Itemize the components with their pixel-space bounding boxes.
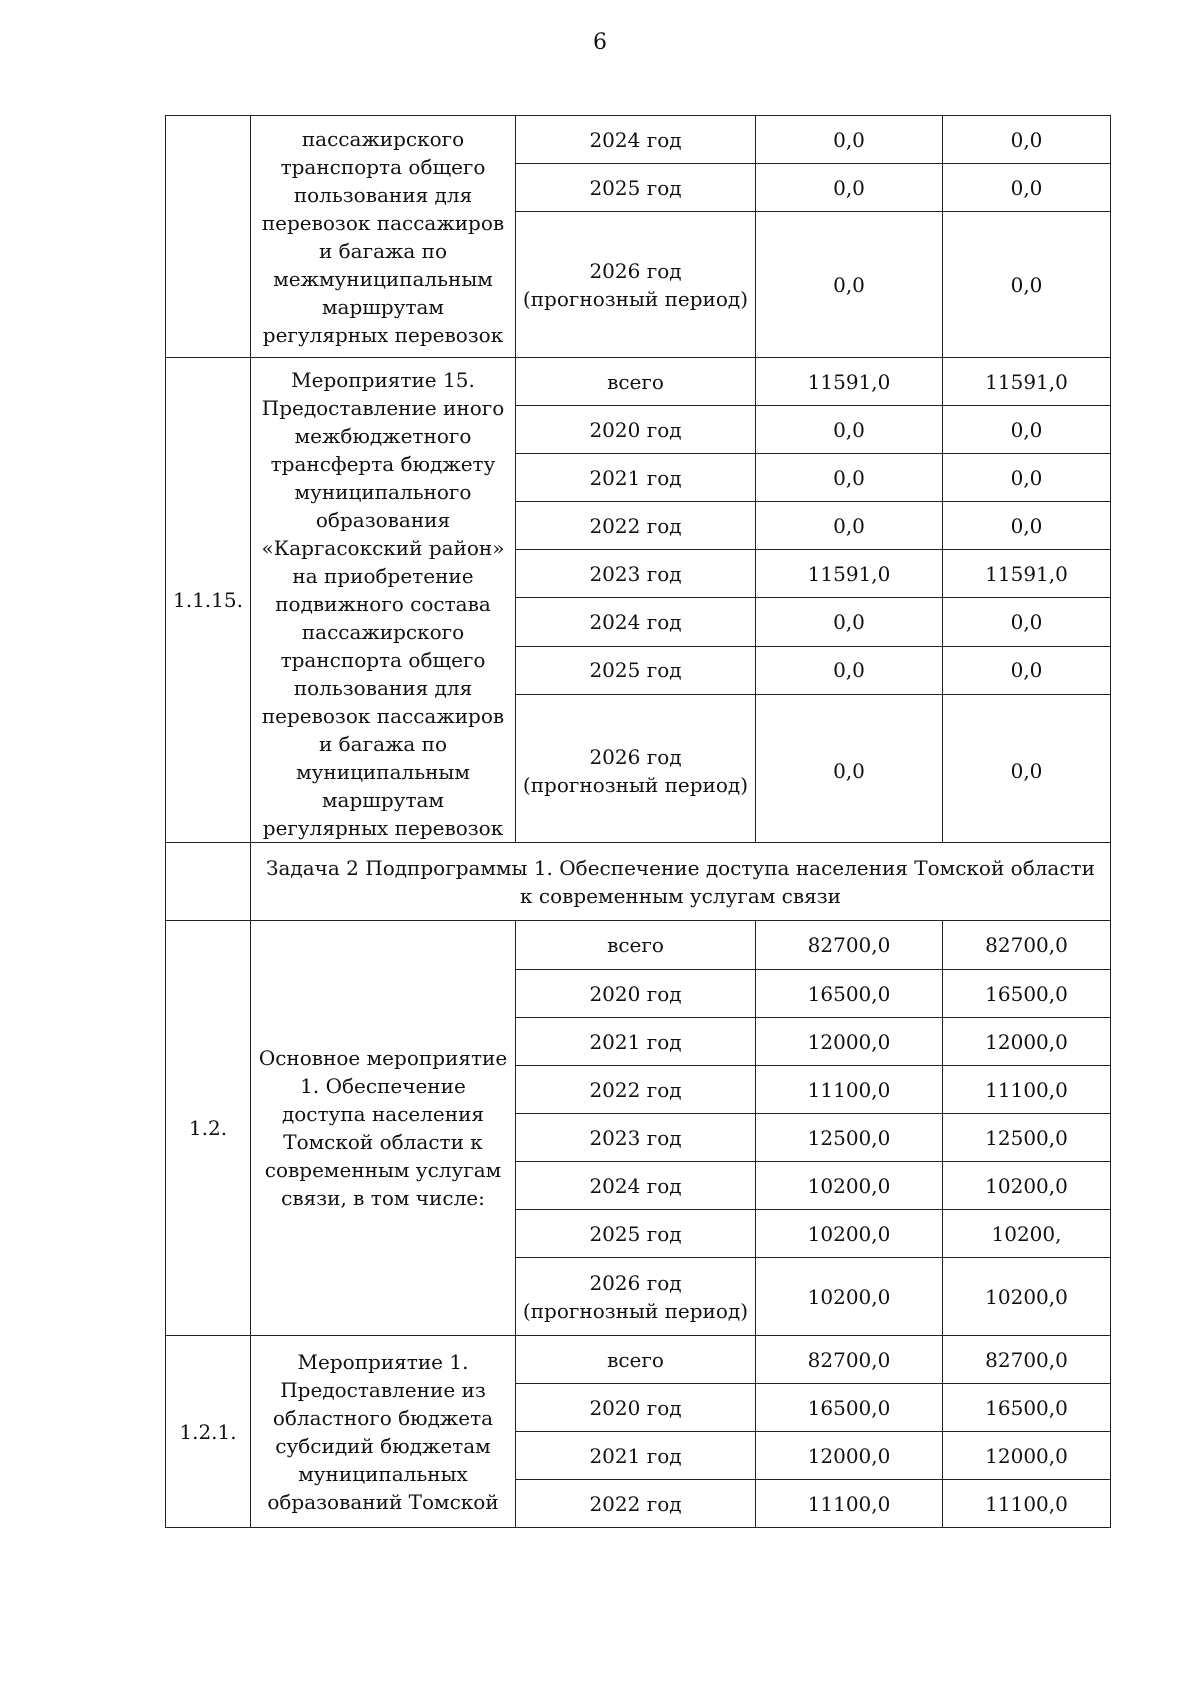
value-cell: 0,0	[943, 116, 1111, 164]
value-cell: 0,0	[943, 598, 1111, 646]
item-description: Мероприятие 1. Предоставление из областного бюджета субсидий бюджетам муниципальных образований Томской	[251, 1336, 516, 1528]
item-number	[166, 116, 251, 358]
period-cell: 2020 год	[516, 970, 756, 1018]
value-cell: 10200,0	[943, 1258, 1111, 1336]
budget-table	[165, 115, 1111, 1528]
value-cell: 0,0	[756, 502, 943, 550]
period-cell: 2025 год	[516, 646, 756, 694]
table-row	[166, 116, 1111, 164]
value-cell: 12000,0	[943, 1018, 1111, 1066]
value-cell: 11100,0	[943, 1480, 1111, 1528]
value-cell: 0,0	[756, 406, 943, 454]
value-cell: 0,0	[943, 454, 1111, 502]
value-cell: 82700,0	[943, 921, 1111, 970]
value-cell: 0,0	[756, 116, 943, 164]
value-cell: 12500,0	[756, 1114, 943, 1162]
item-description: Основное мероприятие 1. Обеспечение доступа населения Томской области к современным услугам связи, в том числе:	[251, 921, 516, 1336]
value-cell: 0,0	[756, 454, 943, 502]
value-cell: 16500,0	[756, 970, 943, 1018]
section-number	[166, 843, 251, 921]
period-cell: 2026 год (прогнозный период)	[516, 1258, 756, 1336]
value-cell: 10200,0	[943, 1162, 1111, 1210]
value-cell: 0,0	[756, 598, 943, 646]
value-cell: 10200,	[943, 1210, 1111, 1258]
period-cell: 2021 год	[516, 1432, 756, 1480]
period-cell: 2021 год	[516, 1018, 756, 1066]
section-row	[166, 843, 1111, 921]
period-cell: 2026 год (прогнозный период)	[516, 694, 756, 842]
page-number: 6	[593, 30, 607, 55]
period-cell: 2022 год	[516, 1480, 756, 1528]
period-cell: 2024 год	[516, 598, 756, 646]
value-cell: 12000,0	[943, 1432, 1111, 1480]
value-cell: 0,0	[943, 502, 1111, 550]
period-cell: всего	[516, 921, 756, 970]
value-cell: 0,0	[943, 406, 1111, 454]
value-cell: 16500,0	[943, 970, 1111, 1018]
period-cell: 2025 год	[516, 164, 756, 212]
period-cell: 2021 год	[516, 454, 756, 502]
value-cell: 0,0	[943, 646, 1111, 694]
value-cell: 12000,0	[756, 1432, 943, 1480]
period-cell: 2023 год	[516, 550, 756, 598]
item-number: 1.2.	[166, 921, 251, 1336]
value-cell: 11591,0	[756, 550, 943, 598]
value-cell: 0,0	[943, 212, 1111, 358]
item-number: 1.1.15.	[166, 358, 251, 843]
value-cell: 11100,0	[943, 1066, 1111, 1114]
value-cell: 11100,0	[756, 1066, 943, 1114]
period-cell: всего	[516, 358, 756, 406]
value-cell: 16500,0	[943, 1384, 1111, 1432]
period-cell: 2022 год	[516, 1066, 756, 1114]
value-cell: 0,0	[756, 212, 943, 358]
value-cell: 0,0	[756, 646, 943, 694]
period-cell: всего	[516, 1336, 756, 1384]
section-title: Задача 2 Подпрограммы 1. Обеспечение доступа населения Томской области к современным услугам связи	[251, 843, 1111, 921]
item-description: Мероприятие 15. Предоставление иного межбюджетного трансферта бюджету муниципального образования «Каргасокский район» на приобретение подвижного состава пассажирского транспорта общего пользования для перевозок пассажиров и багажа по муниципальным маршрутам регулярных перевозок	[251, 358, 516, 843]
table-row	[166, 358, 1111, 406]
table-row	[166, 921, 1111, 970]
value-cell: 82700,0	[756, 1336, 943, 1384]
value-cell: 10200,0	[756, 1210, 943, 1258]
value-cell: 10200,0	[756, 1162, 943, 1210]
period-cell: 2025 год	[516, 1210, 756, 1258]
item-number: 1.2.1.	[166, 1336, 251, 1528]
value-cell: 0,0	[943, 694, 1111, 842]
period-cell: 2024 год	[516, 116, 756, 164]
value-cell: 11591,0	[943, 550, 1111, 598]
period-cell: 2026 год (прогнозный период)	[516, 212, 756, 358]
item-description: пассажирского транспорта общего пользования для перевозок пассажиров и багажа по межмуниципальным маршрутам регулярных перевозок	[251, 116, 516, 358]
value-cell: 11591,0	[756, 358, 943, 406]
value-cell: 82700,0	[756, 921, 943, 970]
value-cell: 0,0	[756, 694, 943, 842]
period-cell: 2024 год	[516, 1162, 756, 1210]
period-cell: 2020 год	[516, 406, 756, 454]
value-cell: 12500,0	[943, 1114, 1111, 1162]
value-cell: 16500,0	[756, 1384, 943, 1432]
period-cell: 2023 год	[516, 1114, 756, 1162]
table-row	[166, 1336, 1111, 1384]
period-cell: 2022 год	[516, 502, 756, 550]
value-cell: 0,0	[943, 164, 1111, 212]
value-cell: 12000,0	[756, 1018, 943, 1066]
value-cell: 10200,0	[756, 1258, 943, 1336]
value-cell: 11591,0	[943, 358, 1111, 406]
value-cell: 82700,0	[943, 1336, 1111, 1384]
value-cell: 0,0	[756, 164, 943, 212]
period-cell: 2020 год	[516, 1384, 756, 1432]
value-cell: 11100,0	[756, 1480, 943, 1528]
